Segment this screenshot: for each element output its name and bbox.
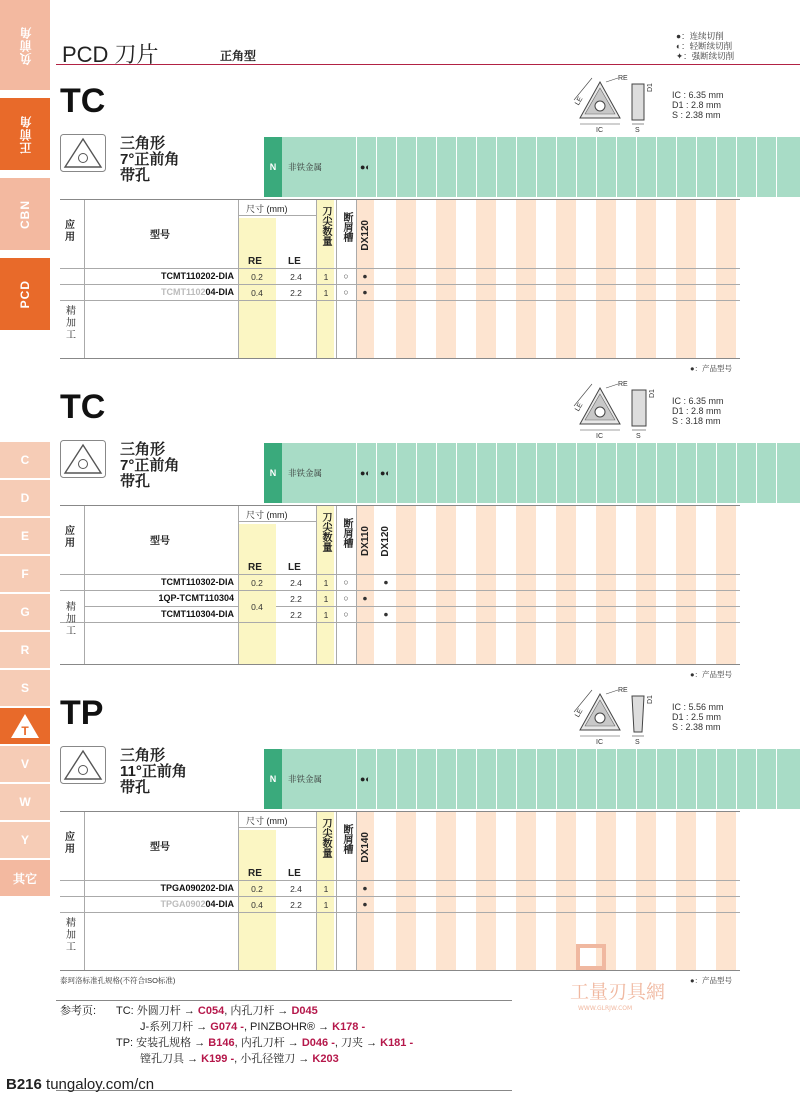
svg-text:LE: LE <box>574 707 585 719</box>
material-band <box>264 443 800 503</box>
section-tc-2 <box>60 381 740 679</box>
insert-spec: IC : 6.35 mm D1 : 2.8 mm S : 3.18 mm <box>672 396 724 426</box>
stock-note: ●：产品型号 <box>690 976 733 985</box>
table-row-chip: ○ <box>343 577 349 587</box>
side-tab-w[interactable]: W <box>0 784 50 820</box>
stock-dot: ● <box>362 593 368 603</box>
header-dims: 尺寸 (mm) <box>246 510 288 520</box>
side-tab-v[interactable]: V <box>0 746 50 782</box>
svg-text:D1: D1 <box>647 695 654 704</box>
table-row-re: 0.4 <box>251 602 263 612</box>
refs-rule <box>56 1000 512 1001</box>
section-description: 三角形 7°正前角 带孔 <box>120 441 180 490</box>
cutting-symbol: ●◐ <box>360 774 371 784</box>
side-tab-t[interactable] <box>0 708 50 744</box>
application-finishing: 精加工 <box>66 918 76 953</box>
svg-text:S: S <box>635 127 640 134</box>
material-group-n: N <box>264 443 282 503</box>
side-tab-d[interactable]: D <box>0 480 50 516</box>
triangle-t-icon <box>10 713 40 739</box>
header-rule <box>56 64 800 65</box>
triangle-shape-icon <box>60 134 106 172</box>
svg-text:LE: LE <box>574 95 585 107</box>
material-band <box>264 749 800 809</box>
page-link-k178[interactable]: K178 - <box>332 1021 366 1033</box>
side-tab-s[interactable]: S <box>0 670 50 706</box>
triangle-shape-icon <box>60 440 106 478</box>
header-re: RE <box>248 562 262 573</box>
cutting-symbol: ●◐ <box>380 468 391 478</box>
svg-text:WWW.GLRJW.COM: WWW.GLRJW.COM <box>578 1005 633 1012</box>
header-le: LE <box>288 562 301 573</box>
header-model: 型号 <box>150 230 170 241</box>
side-tab-c[interactable]: C <box>0 442 50 478</box>
watermark-logo <box>566 944 686 1014</box>
page-link-k181[interactable]: K181 - <box>380 1037 414 1049</box>
refs-line-1: TC: 外圆刀杆 → C054, 内孔刀杆 → D045 <box>116 1005 318 1017</box>
legend-light-interrupted: ◐：轻断续切削 <box>676 41 733 51</box>
section-description: 三角形 7°正前角 带孔 <box>120 135 180 184</box>
side-tab-other[interactable]: 其它 <box>0 860 50 896</box>
header-dims: 尺寸 (mm) <box>246 204 288 214</box>
hole-note: 泰珂洛标准孔规格(不符合ISO标准) <box>60 976 176 985</box>
page-number: B216 <box>6 1076 42 1093</box>
table-row-tips: 1 <box>323 884 329 894</box>
stock-note: ●：产品型号 <box>690 364 733 373</box>
header-chipbreaker: 断屑槽 <box>341 824 352 854</box>
header-chipbreaker: 断屑槽 <box>341 518 352 548</box>
site-link[interactable]: tungaloy.com/cn <box>46 1076 155 1093</box>
header-le: LE <box>288 256 301 267</box>
table-row-chip: ○ <box>343 609 349 619</box>
svg-text:IC: IC <box>596 127 603 134</box>
insert-spec: IC : 6.35 mm D1 : 2.8 mm S : 2.38 mm <box>672 90 724 120</box>
svg-text:D1: D1 <box>649 389 656 398</box>
stock-dot: ● <box>362 271 368 281</box>
table-row-re: 0.2 <box>251 272 263 282</box>
table-row-tips: 1 <box>323 272 329 282</box>
legend-continuous: ●：连续切削 <box>676 31 724 41</box>
header-chipbreaker: 断屑槽 <box>341 212 352 242</box>
side-tab-pcd[interactable]: PCD <box>0 258 50 330</box>
application-finishing: 精加工 <box>66 306 76 341</box>
table-row-re: 0.2 <box>251 578 263 588</box>
header-re: RE <box>248 256 262 267</box>
table-row-model: TPGA090204-DIA <box>160 899 234 909</box>
table-row-chip: ○ <box>343 287 349 297</box>
svg-text:D1: D1 <box>647 83 654 92</box>
svg-text:IC: IC <box>596 433 603 440</box>
stock-dot: ● <box>362 287 368 297</box>
section-code: TP <box>60 694 104 732</box>
header-model: 型号 <box>150 536 170 547</box>
page-link-c054[interactable]: C054 <box>197 1005 225 1017</box>
page-link-k199[interactable]: K199 - <box>201 1053 235 1065</box>
product-table <box>60 199 740 359</box>
table-row-le: 2.2 <box>290 900 302 910</box>
header-re: RE <box>248 868 262 879</box>
header-tips: 刀尖数量 <box>320 512 331 552</box>
cutting-symbol: ●◐ <box>360 162 371 172</box>
cutting-symbol: ●◐ <box>360 468 371 478</box>
grade-label: DX120 <box>360 220 371 251</box>
side-tab-e[interactable]: E <box>0 518 50 554</box>
refs-line-3: TP: 安装孔规格 → B146, 内孔刀杆 → D046 -, 刀夹 → K181 - <box>116 1037 414 1049</box>
page-link-d045[interactable]: D045 <box>291 1005 318 1017</box>
material-group-n: N <box>264 749 282 809</box>
insert-geometry-diagram <box>570 72 670 134</box>
table-row-chip: ○ <box>343 271 349 281</box>
header-le: LE <box>288 868 301 879</box>
material-band <box>264 137 800 197</box>
header-app: 应用 <box>65 526 75 549</box>
table-row-model: TCMT110302-DIA <box>160 577 234 587</box>
insert-geometry-diagram <box>570 684 670 746</box>
refs-line-2: J-系列刀杆 → G074 -, PINZBOHR® → K178 - <box>140 1021 366 1033</box>
refs-line-4: 镗孔刀具 → K199 -, 小孔径镗刀 → K203 <box>140 1053 339 1065</box>
section-code: TC <box>60 82 106 120</box>
svg-text:IC: IC <box>596 739 603 746</box>
material-label: 非铁金属 <box>288 774 323 784</box>
page-link-b146[interactable]: B146 <box>208 1037 235 1049</box>
material-group-n: N <box>264 137 282 197</box>
table-row-model: TCMT110304-DIA <box>160 609 234 619</box>
side-tab-bar <box>0 0 50 1120</box>
table-row-tips: 1 <box>323 578 329 588</box>
section-tc-1 <box>60 75 740 373</box>
header-dims: 尺寸 (mm) <box>246 816 288 826</box>
page-link-d046[interactable]: D046 - <box>301 1037 335 1049</box>
refs-label: 参考页: <box>60 1005 97 1017</box>
stock-dot: ● <box>383 609 389 619</box>
svg-text:工量刃具網: 工量刃具網 <box>570 981 666 1003</box>
table-row-tips: 1 <box>323 610 329 620</box>
header-app: 应用 <box>65 832 75 855</box>
side-tab-positive[interactable]: 正前角 <box>0 98 50 170</box>
svg-text:RE: RE <box>618 381 628 388</box>
side-tab-g[interactable]: G <box>0 594 50 630</box>
table-row-le: 2.2 <box>290 288 302 298</box>
stock-dot: ● <box>362 883 368 893</box>
svg-text:RE: RE <box>618 687 628 694</box>
header-model: 型号 <box>150 842 170 853</box>
grade-label: DX140 <box>360 832 371 863</box>
table-row-re: 0.4 <box>251 288 263 298</box>
table-row-model: 1QP-TCMT110304 <box>158 593 234 603</box>
table-row-le: 2.4 <box>290 578 302 588</box>
band-grid <box>356 137 357 197</box>
page-title: PCD 刀片 <box>62 42 159 67</box>
grade-label: DX120 <box>380 526 391 557</box>
section-code: TC <box>60 388 106 426</box>
table-row-tips: 1 <box>323 900 329 910</box>
svg-text:LE: LE <box>574 401 585 413</box>
header-tips: 刀尖数量 <box>320 818 331 858</box>
stock-dot: ● <box>362 899 368 909</box>
table-row-re: 0.2 <box>251 884 263 894</box>
page-footer <box>6 1076 154 1093</box>
grade-label: DX110 <box>360 526 371 557</box>
stock-note: ●：产品型号 <box>690 670 733 679</box>
section-description: 三角形 11°正前角 带孔 <box>120 747 187 796</box>
page-link-g074[interactable]: G074 - <box>210 1021 244 1033</box>
table-row-model: TCMT110204-DIA <box>160 287 234 297</box>
material-label: 非铁金属 <box>288 162 323 172</box>
table-row-le: 2.4 <box>290 884 302 894</box>
header-app: 应用 <box>65 220 75 243</box>
side-tab-f[interactable]: F <box>0 556 50 592</box>
application-finishing: 精加工 <box>66 602 76 637</box>
table-row-tips: 1 <box>323 594 329 604</box>
svg-text:S: S <box>636 433 641 440</box>
table-row-re: 0.4 <box>251 900 263 910</box>
side-tab-r[interactable]: R <box>0 632 50 668</box>
svg-text:RE: RE <box>618 75 628 82</box>
svg-text:S: S <box>635 739 640 746</box>
page-link-k203[interactable]: K203 <box>312 1053 339 1065</box>
table-row-chip: ○ <box>343 593 349 603</box>
table-row-model: TCMT110202-DIA <box>160 271 234 281</box>
material-label: 非铁金属 <box>288 468 323 478</box>
product-table <box>60 505 740 665</box>
insert-geometry-diagram <box>570 378 670 440</box>
triangle-shape-icon <box>60 746 106 784</box>
insert-spec: IC : 5.56 mm D1 : 2.5 mm S : 2.38 mm <box>672 702 724 732</box>
side-tab-cbn[interactable]: CBN <box>0 178 50 250</box>
side-tab-negative[interactable]: 负前角 <box>0 0 50 90</box>
table-row-le: 2.2 <box>290 594 302 604</box>
table-row-model: TPGA090202-DIA <box>160 883 234 893</box>
table-row-le: 2.2 <box>290 610 302 620</box>
legend-heavy-interrupted: ✦：强断续切削 <box>676 51 735 61</box>
page-subtitle: 正角型 <box>220 49 257 63</box>
stock-dot: ● <box>383 577 389 587</box>
header-tips: 刀尖数量 <box>320 206 331 246</box>
table-row-tips: 1 <box>323 288 329 298</box>
svg-text:T: T <box>21 724 29 738</box>
side-tab-y[interactable]: Y <box>0 822 50 858</box>
cutting-legend <box>676 31 734 61</box>
table-row-le: 2.4 <box>290 272 302 282</box>
